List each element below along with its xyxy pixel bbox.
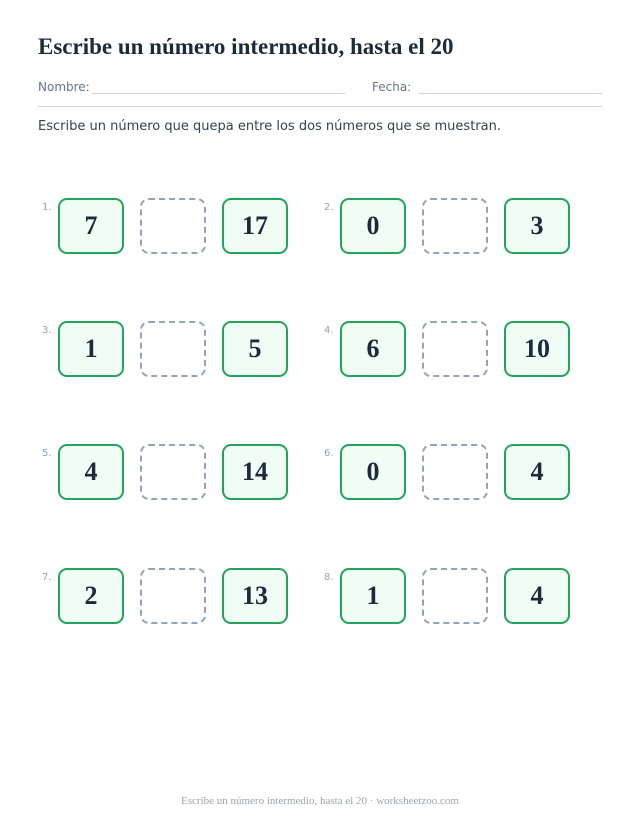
answer-box[interactable] [140,198,206,254]
right-number-box: 4 [504,568,570,624]
answer-box[interactable] [422,198,488,254]
right-number-box: 5 [222,321,288,377]
problem-7 [42,568,282,628]
left-number-box: 0 [340,444,406,500]
header-divider [38,106,602,107]
right-number-box: 10 [504,321,570,377]
answer-box[interactable] [140,568,206,624]
right-number-box: 3 [504,198,570,254]
problem-number: 6. [324,448,334,459]
answer-box[interactable] [422,444,488,500]
problem-number: 1. [42,202,52,213]
left-number-box: 2 [58,568,124,624]
page-footer: Escribe un número intermedio, hasta el 20 · worksheetzoo.com [181,795,459,807]
problem-4 [324,321,564,381]
answer-box[interactable] [140,444,206,500]
left-number-box: 6 [340,321,406,377]
answer-box[interactable] [422,321,488,377]
problem-number: 5. [42,448,52,459]
date-line [419,93,602,94]
left-number-box: 7 [58,198,124,254]
left-number-box: 4 [58,444,124,500]
name-line [92,93,345,94]
problem-number: 7. [42,572,52,583]
problem-2 [324,198,564,258]
right-number-box: 4 [504,444,570,500]
problem-number: 8. [324,572,334,583]
name-label: Nombre: [38,80,90,94]
date-label: Fecha: [372,80,412,94]
left-number-box: 1 [340,568,406,624]
problem-5 [42,444,282,504]
right-number-box: 14 [222,444,288,500]
problem-number: 3. [42,325,52,336]
problem-1 [42,198,282,258]
student-info-row [38,80,602,98]
left-number-box: 1 [58,321,124,377]
problem-6 [324,444,564,504]
problem-8 [324,568,564,628]
worksheet-title: Escribe un número intermedio, hasta el 20 [38,34,454,59]
problem-3 [42,321,282,381]
right-number-box: 17 [222,198,288,254]
right-number-box: 13 [222,568,288,624]
instruction-text: Escribe un número que quepa entre los dos números que se muestran. [38,119,501,134]
problem-number: 4. [324,325,334,336]
answer-box[interactable] [140,321,206,377]
problem-number: 2. [324,202,334,213]
left-number-box: 0 [340,198,406,254]
answer-box[interactable] [422,568,488,624]
